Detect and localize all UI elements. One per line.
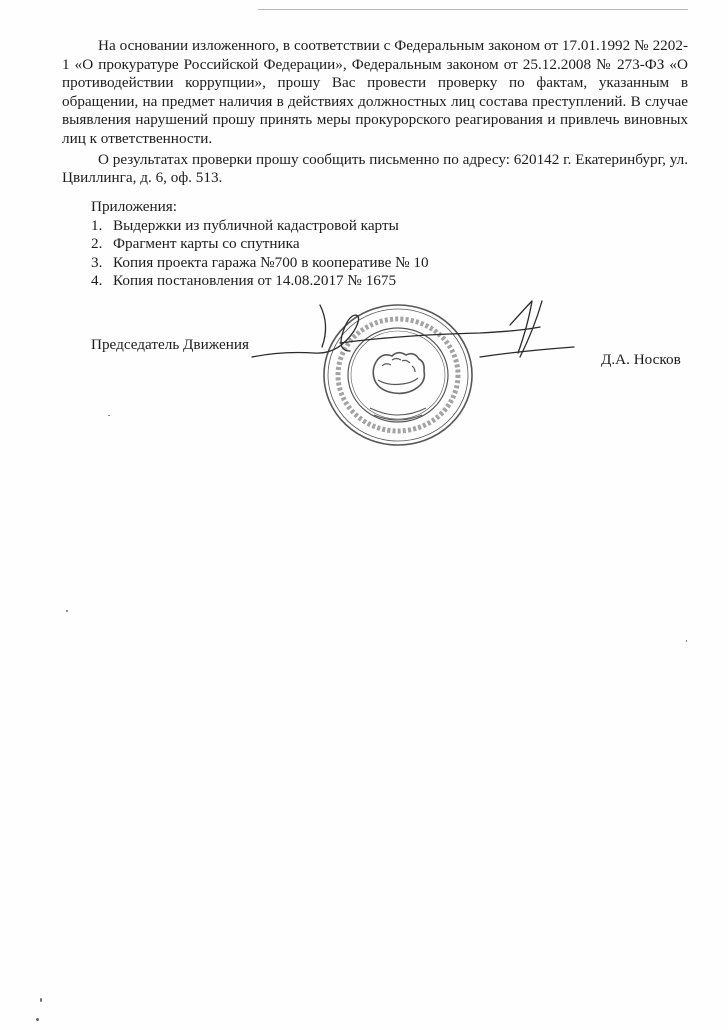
- attachment-number: 4.: [91, 272, 103, 290]
- scan-speck: [40, 998, 42, 1002]
- attachment-text: Выдержки из публичной кадастровой карты: [113, 216, 399, 234]
- signer-name: Д.А. Носков: [601, 351, 681, 368]
- signer-title: Председатель Движения: [91, 336, 249, 353]
- handwritten-signature: [250, 295, 590, 385]
- signature-block: [0, 0, 728, 460]
- attachment-text: Фрагмент карты со спутника: [113, 235, 300, 253]
- attachment-number: 3.: [91, 253, 103, 271]
- paragraph-request: На основании изложенного, в соответствии с Федеральным законом от 17.01.1992 № 2202-1 «О прокуратуре Российской Федерации», Федеральным законом от 25.12.2008 № 273-ФЗ «О противодействии коррупции», прошу Вас провести проверку по фактам, указанным в обращении, на предмет наличия в действиях должностных лиц состава преступлений. В случае выявления нарушений прошу принять меры прокурорского реагирования и привлечь виновных лиц к ответственности.: [62, 37, 688, 147]
- attachment-text: Копия постановления от 14.08.2017 № 1675: [113, 272, 397, 290]
- attachment-number: 2.: [91, 235, 103, 253]
- scan-speck: [686, 640, 687, 642]
- scan-speck: [36, 1018, 39, 1021]
- attachment-text: Копия проекта гаража №700 в кооперативе № 10: [113, 253, 429, 271]
- paragraph-response-address: О результатах проверки прошу сообщить письменно по адресу: 620142 г. Екатеринбург, ул. Цвиллинга, д. 6, оф. 513.: [62, 150, 689, 187]
- attachments-title: Приложения:: [91, 198, 177, 215]
- attachment-number: 1.: [91, 216, 103, 234]
- scan-speck: [108, 415, 110, 416]
- scan-speck: [66, 610, 68, 612]
